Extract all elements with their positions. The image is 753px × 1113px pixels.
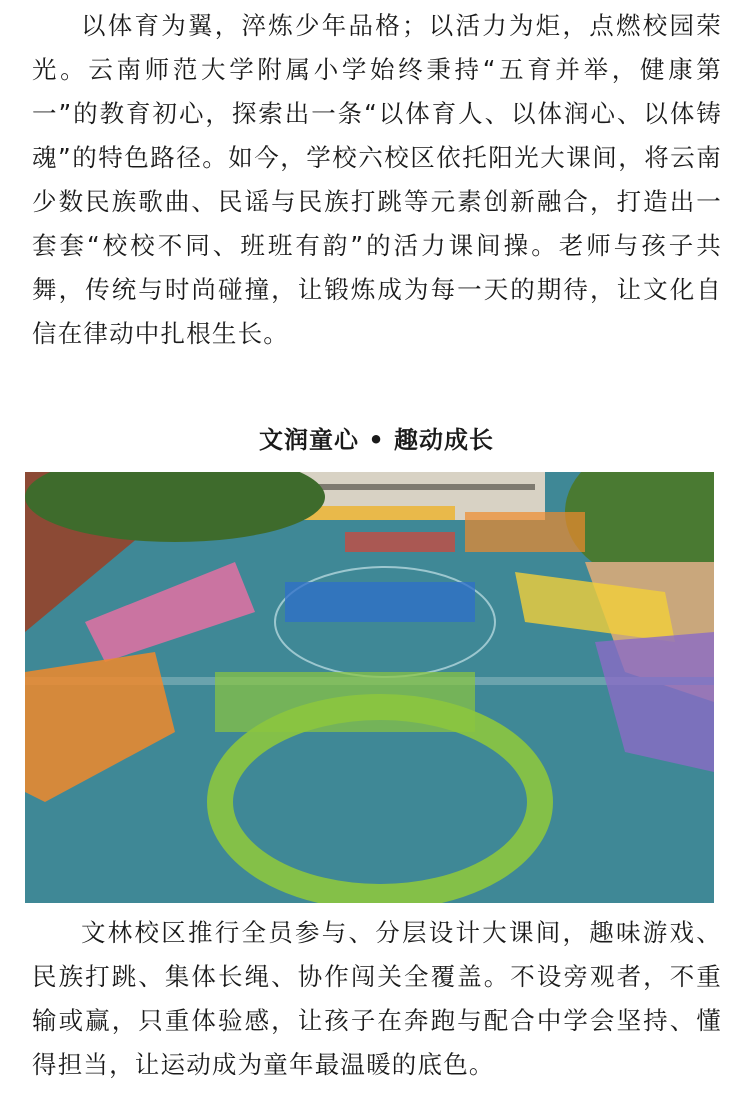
section-heading: 文润童心 • 趣动成长	[258, 426, 495, 454]
photo-red-group	[345, 532, 455, 552]
photo-students-top	[285, 582, 475, 622]
intro-paragraph: 以体育为翼，淬炼少年品格；以活力为炬，点燃校园荣光。云南师范大学附属小学始终秉持“五育并举，健康第一”的教育初心，探索出一条“以体育人、以体润心、以体铸魂”的特色路径。如今，学校六校区依托阳光大课间，将云南少数民族歌曲、民谣与民族打跳等元素创新融合，打造出一套套“校校不同、班班有韵”的活力课间操。老师与孩子共舞，传统与时尚碰撞，让锻炼成为每一天的期待，让文化自信在律动中扎根生长。	[32, 11, 722, 348]
playground-exercise-photo	[25, 472, 714, 903]
photo-stage	[305, 506, 455, 520]
photo-building-windows	[295, 484, 535, 490]
photo-orange-group	[465, 512, 585, 552]
photo-green-group	[215, 672, 475, 732]
campus-paragraph: 文林校区推行全员参与、分层设计大课间，趣味游戏、民族打跳、集体长绳、协作闯关全覆盖。不设旁观者，不重输或赢，只重体验感，让孩子在奔跑与配合中学会坚持、懂得担当，让运动成为童年最温暖的底色。	[32, 918, 722, 1079]
